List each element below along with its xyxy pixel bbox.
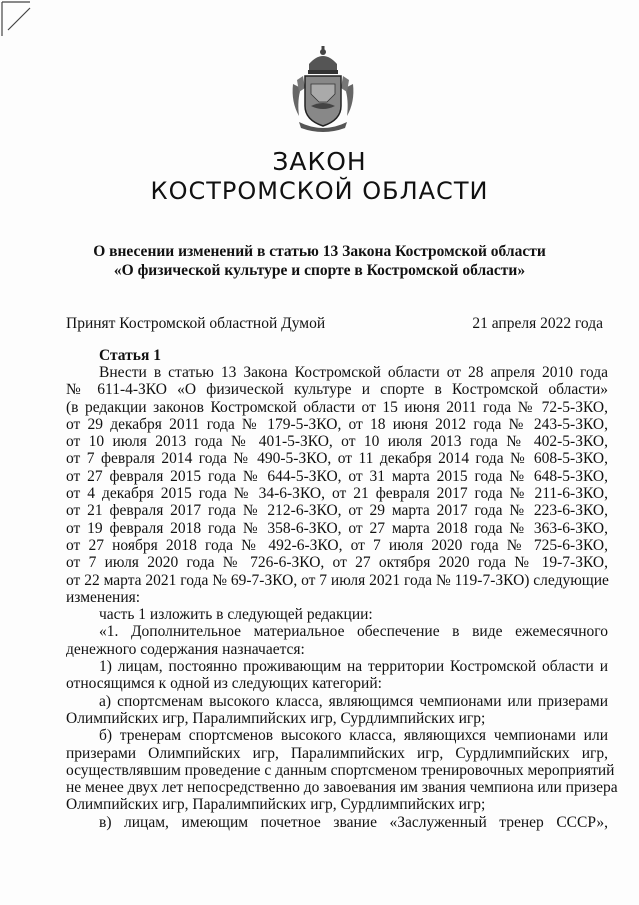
body-line: от 19 февраля 2018 года № 358-6-ЗКО, от 27 марта 2018 года № 363-6-ЗКО, bbox=[66, 519, 608, 537]
body-line: не менее двух лет непосредственно до завоевания им звания чемпиона или призера bbox=[66, 779, 618, 797]
law-heading-line-2: «О физической культуре и спорте в Костромской области» bbox=[113, 262, 526, 279]
body-line: относящимся к одной из следующих категорий: bbox=[66, 675, 382, 693]
body-line: осуществлявшим проведение с данным спортсменом тренировочных мероприятий bbox=[66, 761, 615, 779]
article-body bbox=[66, 364, 618, 831]
body-line: от 29 декабря 2011 года № 179-5-ЗКО, от 18 июня 2012 года № 243-5-ЗКО, bbox=[66, 415, 608, 433]
body-line: денежного содержания назначается: bbox=[66, 640, 305, 658]
law-region-title: КОСТРОМСКОЙ ОБЛАСТИ bbox=[150, 177, 489, 205]
adoption-date: 21 апреля 2022 года bbox=[472, 315, 603, 332]
body-line: от 4 декабря 2015 года № 34-6-ЗКО, от 21 февраля 2017 года № 211-6-ЗКО, bbox=[66, 485, 608, 503]
body-line: 1) лицам, постоянно проживающим на территории Костромской области и bbox=[99, 658, 608, 676]
body-line: от 7 февраля 2014 года № 490-5-ЗКО, от 11 декабря 2014 года № 608-5-ЗКО, bbox=[66, 450, 608, 468]
body-line: в) лицам, имеющим почетное звание «Заслуженный тренер СССР», bbox=[99, 813, 608, 831]
coat-of-arms-icon bbox=[287, 44, 359, 132]
scan-corner-mark bbox=[0, 0, 40, 40]
body-line: «1. Дополнительное материальное обеспечение в виде ежемесячного bbox=[99, 623, 608, 641]
article-title: Статья 1 bbox=[99, 347, 161, 364]
body-line: от 27 февраля 2015 года № 644-5-ЗКО, от 31 марта 2015 года № 648-5-ЗКО, bbox=[66, 467, 608, 485]
body-line: б) тренерам спортсменов высокого класса, являющихся чемпионами или bbox=[99, 727, 608, 745]
body-line: а) спортсменам высокого класса, являющимся чемпионами или призерами bbox=[99, 692, 608, 710]
body-line: (в редакции законов Костромской области от 15 июня 2011 года № 72-5-ЗКО, bbox=[66, 398, 608, 416]
body-line: от 21 февраля 2017 года № 212-6-ЗКО, от 29 марта 2017 года № 223-6-ЗКО, bbox=[66, 502, 608, 520]
body-line: Олимпийских игр, Паралимпийских игр, Сурдлимпийских игр; bbox=[66, 796, 486, 814]
body-line: Внести в статью 13 Закона Костромской области от 28 апреля 2010 года bbox=[99, 364, 608, 381]
body-line: Олимпийских игр, Паралимпийских игр, Сурдлимпийских игр; bbox=[66, 709, 486, 727]
adopted-by: Принят Костромской областной Думой bbox=[66, 315, 326, 332]
body-line: призерами Олимпийских игр, Паралимпийских игр, Сурдлимпийских игр, bbox=[66, 744, 608, 762]
body-line: от 27 ноября 2018 года № 492-6-ЗКО, от 7 июля 2020 года № 725-6-ЗКО, bbox=[66, 536, 608, 554]
body-line: изменения: bbox=[66, 588, 141, 606]
body-line: от 22 марта 2021 года № 69-7-ЗКО, от 7 июля 2021 года № 119-7-ЗКО) следующие bbox=[66, 571, 609, 589]
body-line: от 10 июля 2013 года № 401-5-ЗКО, от 10 июля 2013 года № 402-5-ЗКО, bbox=[66, 433, 608, 451]
body-line: часть 1 изложить в следующей редакции: bbox=[99, 606, 373, 624]
body-line: № 611-4-ЗКО «О физической культуре и спорте в Костромской области» bbox=[66, 381, 608, 399]
law-title: ЗАКОН bbox=[272, 147, 367, 176]
body-line: от 7 июля 2020 года № 726-6-ЗКО, от 27 октября 2020 года № 19-7-ЗКО, bbox=[66, 554, 608, 572]
law-heading-line-1: О внесении изменений в статью 13 Закона Костромской области bbox=[93, 243, 546, 260]
